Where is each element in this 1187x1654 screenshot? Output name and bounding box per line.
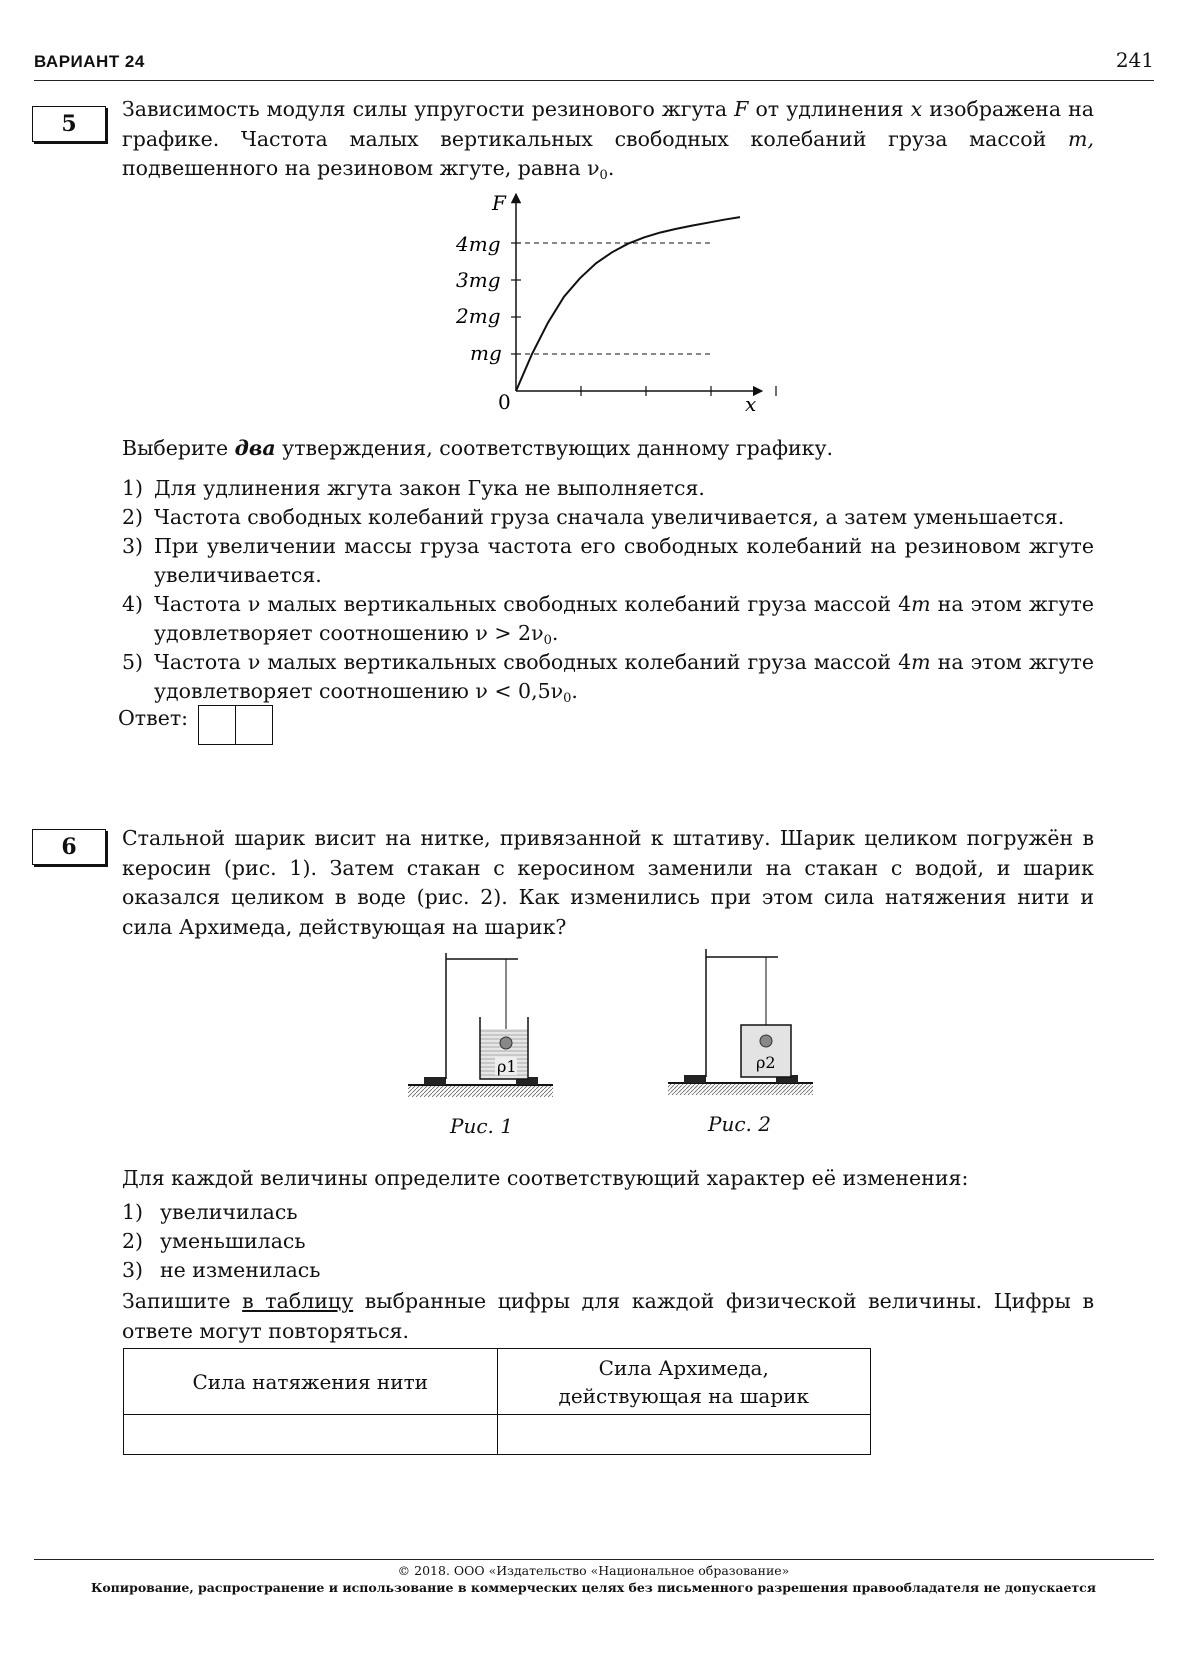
header-divider	[34, 80, 1154, 81]
steel-ball	[500, 1037, 512, 1049]
rho1-label: ρ1	[497, 1057, 517, 1076]
task-6-answer-table	[123, 1348, 871, 1455]
task-6-instructions: Запишите в таблицу выбранные цифры для каждой физической величины. Цифры в ответе могут повторяться.	[122, 1289, 1094, 1343]
option-2: 2) Частота свободных колебаний груза сначала увеличивается, а затем уменьшается.	[122, 505, 1065, 529]
task-5-number: 5	[32, 106, 106, 142]
task-5-intro: Зависимость модуля силы упругости резинового жгута F от удлинения x изображена на графике. Частота малых вертикальных свободных колебаний груза массой m, подвешенного на резиновом жгуте, равна $\nu_0$.	[122, 97, 1094, 183]
option-1: 1) Для удлинения жгута закон Гука не выполняется.	[122, 476, 705, 500]
answer-cell-tension[interactable]	[124, 1415, 498, 1455]
task-6-prompt: Для каждой величины определите соответствующий характер её изменения:	[122, 1166, 969, 1190]
origin-label: 0	[498, 390, 511, 414]
footer-divider	[34, 1559, 1154, 1560]
choice-1: 1) увеличилась	[122, 1200, 298, 1224]
tick-label-3mg: 3mg	[456, 268, 501, 292]
task-5-answer-box[interactable]	[198, 705, 273, 745]
footer-copyright: © 2018. ООО «Издательство «Национальное образование»	[397, 1563, 790, 1578]
option-4: 4) Частота ν малых вертикальных свободных колебаний груза массой 4m на этом жгуте удовлетворяет соотношению $\nu > 2\nu_0$.	[122, 592, 1094, 648]
task-6-choices	[122, 1198, 320, 1285]
table-header-tension: Сила натяжения нити	[124, 1349, 498, 1415]
force-extension-graph	[440, 190, 780, 420]
stand-foot	[684, 1075, 706, 1083]
floor-hatch	[408, 1085, 553, 1097]
variant-title: ВАРИАНТ 24	[34, 52, 145, 71]
y-axis-label: F	[492, 191, 506, 215]
answer-cell-2[interactable]	[236, 705, 273, 745]
x-axis-label: x	[745, 392, 757, 416]
choice-2: 2) уменьшилась	[122, 1229, 306, 1253]
page-number: 241	[1115, 48, 1154, 72]
figure-1	[400, 945, 560, 1105]
answer-cell-1[interactable]	[198, 705, 236, 745]
tick-label-2mg: 2mg	[456, 304, 501, 328]
figure-1-caption: Рис. 1	[450, 1114, 513, 1138]
answer-cell-archimedes[interactable]	[497, 1415, 871, 1455]
tick-label-4mg: 4mg	[456, 232, 501, 256]
task-6-number: 6	[32, 829, 106, 865]
table-header-archimedes: Сила Архимеда, действующая на шарик	[497, 1349, 871, 1415]
option-3: 3) При увеличении массы груза частота его свободных колебаний на резиновом жгуте увеличивается.	[122, 534, 1094, 587]
task-5-options	[122, 474, 1094, 706]
task-6-intro: Стальной шарик висит на нитке, привязанной к штативу. Шарик целиком погружён в керосин (рис. 1). Затем стакан с керосином заменили на стакан с водой, и шарик оказался целиком в воде (рис. 2). Как изменились при этом сила натяжения нити и сила Архимеда, действующая на шарик?	[122, 826, 1094, 939]
choice-3: 3) не изменилась	[122, 1258, 321, 1282]
stand-foot	[424, 1077, 446, 1085]
figure-2	[662, 945, 822, 1105]
steel-ball	[760, 1035, 772, 1047]
floor-hatch	[668, 1083, 813, 1095]
task-5-prompt: Выберите два утверждения, соответствующих данному графику.	[122, 436, 834, 460]
tick-label-mg: mg	[470, 341, 502, 365]
task-5-answer-label: Ответ:	[118, 706, 189, 730]
footer-notice: Копирование, распространение и использование в коммерческих целях без письменного разрешения правообладателя не допускается	[90, 1580, 1097, 1595]
rho2-label: ρ2	[756, 1053, 776, 1072]
figure-2-caption: Рис. 2	[708, 1112, 771, 1136]
option-5: 5) Частота ν малых вертикальных свободных колебаний груза массой 4m на этом жгуте удовлетворяет соотношению $\nu < 0,5\nu_0$.	[122, 650, 1094, 706]
